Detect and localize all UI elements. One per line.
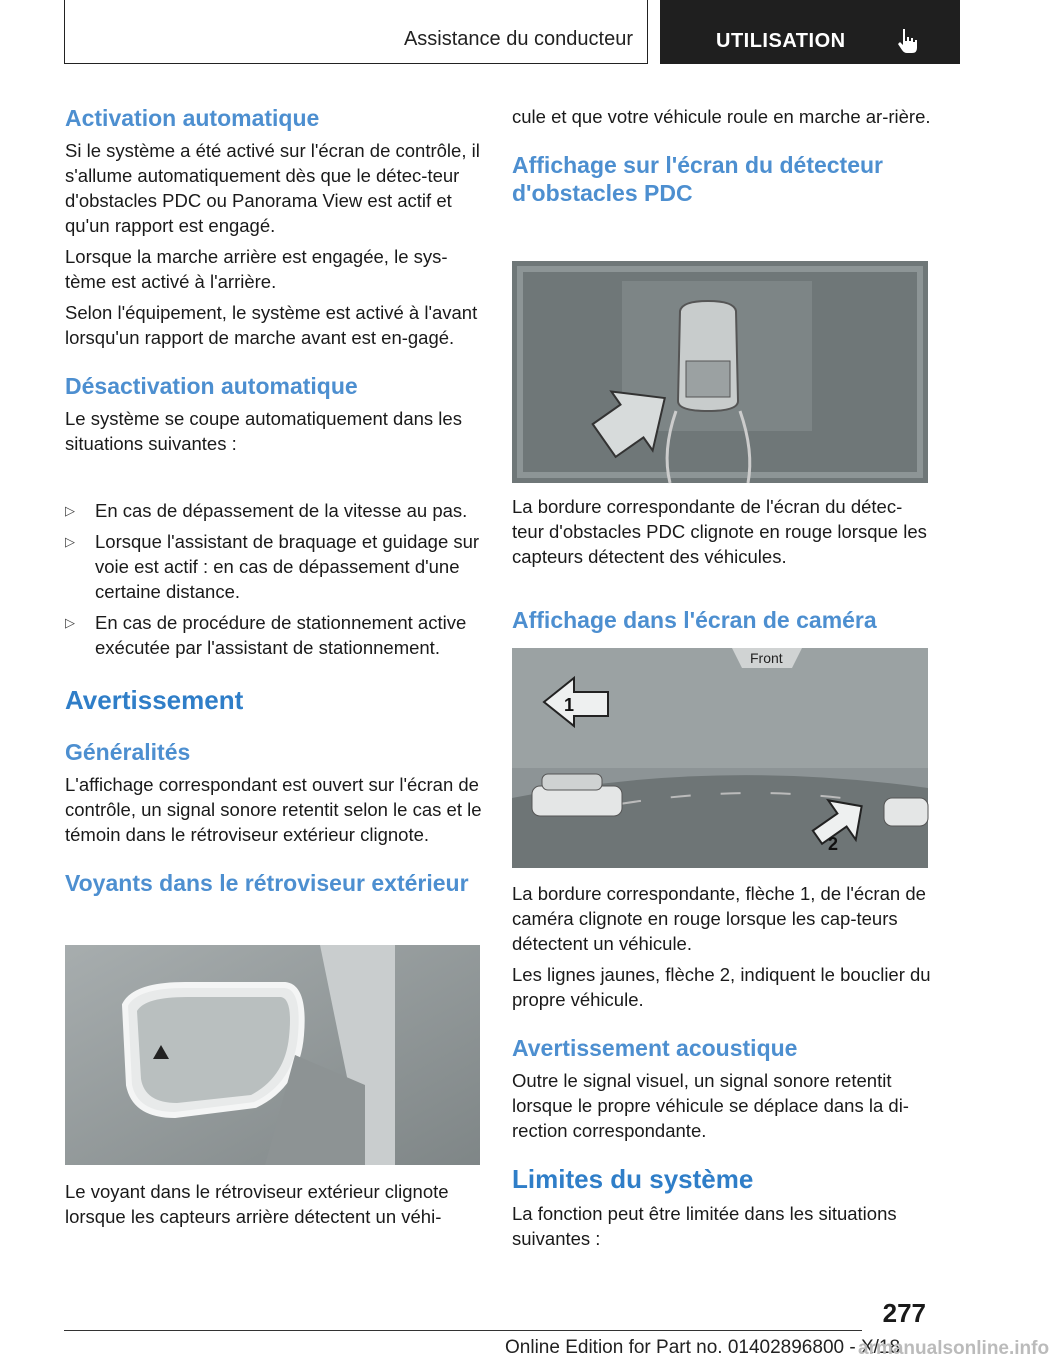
camera-arrow-2-label: 2: [828, 834, 839, 854]
triangle-bullet-icon: ▷: [65, 615, 75, 630]
paragraph-acoustique: Outre le signal visuel, un signal sonore retentit lorsque le propre véhicule se déplace dans la di-rection correspondante.: [512, 1070, 909, 1141]
chapter-title: UTILISATION: [716, 30, 846, 52]
list-item: ▷ Lorsque l'assistant de braquage et guidage sur voie est actif : en cas de dépassement d'une certaine distance.: [65, 531, 480, 602]
paragraph-voyants: Le voyant dans le rétroviseur extérieur clignote lorsque les capteurs arrière détectent un véhi-: [65, 1181, 449, 1227]
heading-avertissement: Avertissement: [65, 685, 244, 715]
triangle-bullet-icon: ▷: [65, 534, 75, 549]
paragraph-desactivation: Le système se coupe automatiquement dans les situations suivantes :: [65, 408, 462, 454]
list-item: ▷ En cas de dépassement de la vitesse au pas.: [65, 500, 468, 521]
heading-activation: Activation automatique: [65, 105, 320, 131]
paragraph-pdc: La bordure correspondante de l'écran du détec-teur d'obstacles PDC clignote en rouge lorsque les capteurs détectent des véhicules.: [512, 496, 927, 567]
triangle-bullet-icon: ▷: [65, 503, 75, 518]
paragraph-activation-3: Selon l'équipement, le système est activé à l'avant lorsqu'un rapport de marche avant est en-gagé.: [65, 302, 478, 348]
mirror-figure: [65, 945, 480, 1165]
footer-divider: [64, 1330, 862, 1331]
heading-camera: Affichage dans l'écran de caméra: [512, 607, 877, 633]
section-title: Assistance du conducteur: [403, 28, 633, 50]
camera-arrow-1-label: 1: [564, 695, 575, 715]
camera-front-label: Front: [750, 650, 783, 666]
heading-desactivation: Désactivation automatique: [65, 373, 358, 399]
footer-edition: Online Edition for Part no. 01402896800 - X/18: [505, 1337, 901, 1358]
camera-figure: [512, 648, 928, 868]
paragraph-continued: cule et que votre véhicule roule en marche ar-rière.: [512, 106, 931, 127]
paragraph-activation-1: Si le système a été activé sur l'écran de contrôle, il s'allume automatiquement dès que le détec-teur d'obstacles PDC ou Panorama View est actif et qu'un rapport est engagé.: [65, 140, 480, 236]
heading-acoustique: Avertissement acoustique: [512, 1035, 798, 1061]
list-item: ▷ En cas de procédure de stationnement active exécutée par l'assistant de stationnement.: [65, 612, 467, 658]
heading-limites: Limites du système: [512, 1164, 754, 1194]
heading-pdc: Affichage sur l'écran du détecteur d'obstacles PDC: [512, 152, 884, 206]
heading-generalites: Généralités: [65, 739, 191, 765]
paragraph-generalites: L'affichage correspondant est ouvert sur l'écran de contrôle, un signal sonore retentit selon le cas et le témoin dans le rétroviseur extérieur clignote.: [65, 774, 482, 845]
pdc-figure: [512, 261, 928, 483]
paragraph-limites: La fonction peut être limitée dans les situations suivantes :: [512, 1203, 897, 1249]
page-number: 277: [882, 1298, 926, 1328]
heading-voyants: Voyants dans le rétroviseur extérieur: [65, 870, 469, 896]
paragraph-activation-2: Lorsque la marche arrière est engagée, le sys-tème est activé à l'arrière.: [65, 246, 448, 292]
hand-pointer-icon: [894, 26, 924, 56]
running-header-box: [64, 0, 648, 64]
chapter-tab: [660, 0, 960, 64]
footer-watermark: armanualsonline.info: [858, 1338, 1049, 1359]
paragraph-camera-2: Les lignes jaunes, flèche 2, indiquent le bouclier du propre véhicule.: [512, 964, 931, 1010]
paragraph-camera-1: La bordure correspondante, flèche 1, de l'écran de caméra clignote en rouge lorsque les cap-teurs détectent un véhicule.: [512, 883, 926, 954]
